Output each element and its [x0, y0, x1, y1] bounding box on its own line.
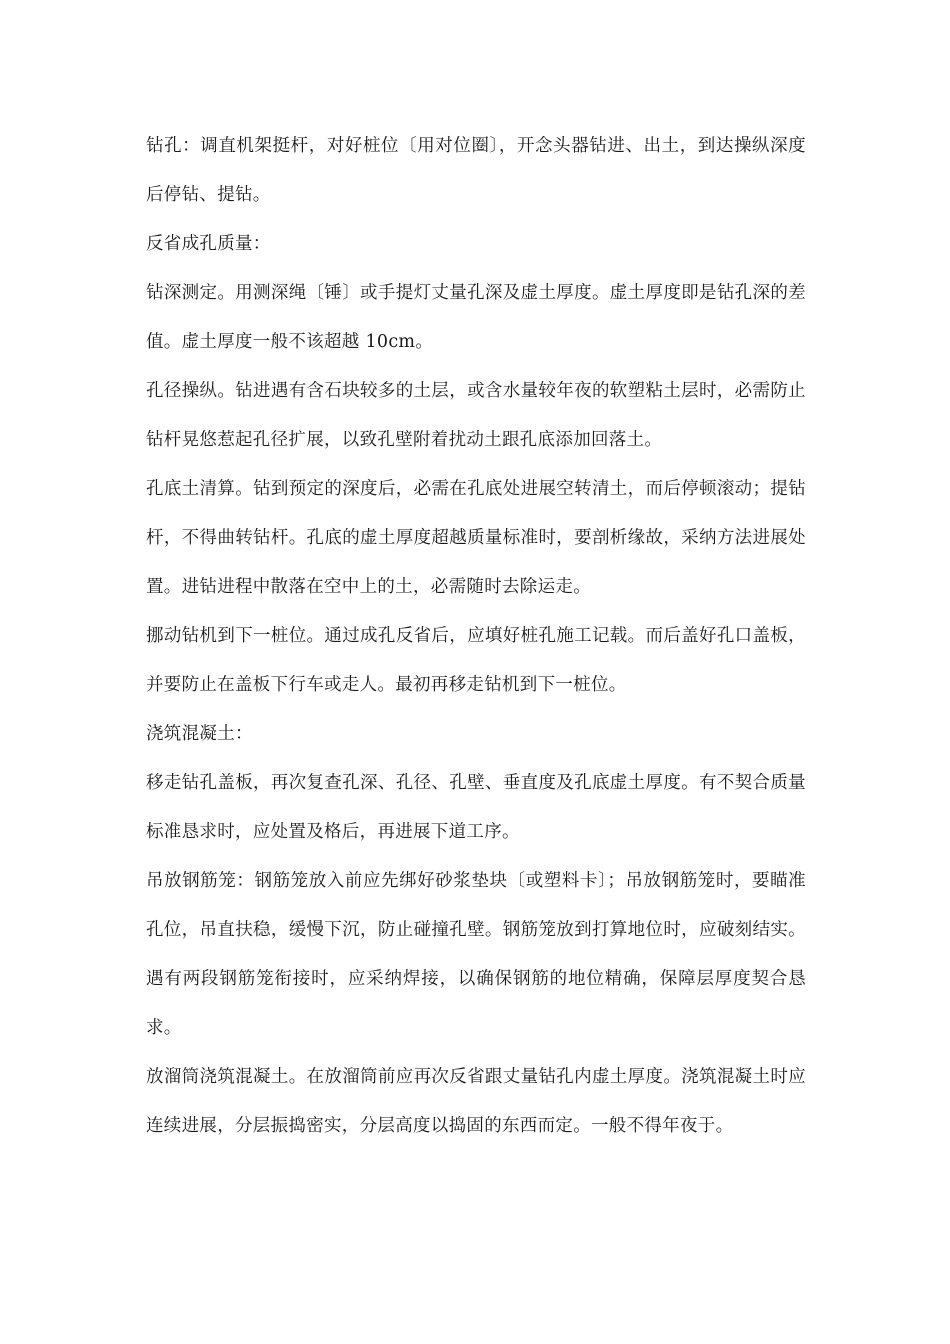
paragraph-place-rebar-cage: 吊放钢筋笼：钢筋笼放入前应先绑好砂浆垫块〔或塑料卡〕；吊放钢筋笼时，要瞄准孔位，吊直扶稳，缓慢下沉，防止碰撞孔壁。钢筋笼放到打算地位时，应破刻结实。遇有两段钢筋笼衔接时，应采纳焊接，以确保钢筋的地位精确，保障层厚度契合恳求。 — [146, 871, 806, 1038]
paragraph-move-rig: 挪动钻机到下一桩位。通过成孔反省后，应填好桩孔施工记载。而后盖好孔口盖板，并要防止在盖板下行车或走人。最初再移走钻机到下一桩位。 — [146, 626, 806, 695]
paragraph-check-hole-quality-heading: 反省成孔质量： — [146, 234, 271, 254]
paragraph-depth-measurement: 钻深测定。用测深绳〔锤〕或手提灯丈量孔深及虚土厚度。虚土厚度即是钻孔深的差值。虚土厚度一般不该超越 10cm。 — [146, 283, 806, 352]
paragraph-hole-bottom-cleaning: 孔底土清算。钻到预定的深度后，必需在孔底处进展空转清土，而后停顿滚动；提钻杆，不得曲转钻杆。孔底的虚土厚度超越质量标准时，要剖析缘故，采纳方法进展处置。进钻进程中散落在空中上的土，必需随时去除运走。 — [146, 479, 806, 597]
paragraph-pour-concrete-heading: 浇筑混凝土： — [146, 724, 253, 744]
paragraph-diameter-control: 孔径操纵。钻进遇有含石块较多的土层，或含水量较年夜的软塑粘土层时，必需防止钻杆晃悠惹起孔径扩展，以致孔壁附着扰动土跟孔底添加回落土。 — [146, 381, 806, 450]
paragraph-remove-cover: 移走钻孔盖板，再次复查孔深、孔径、孔壁、垂直度及孔底虚土厚度。有不契合质量标准恳求时，应处置及格后，再进展下道工序。 — [146, 773, 806, 842]
paragraph-drilling: 钻孔：调直机架挺杆，对好桩位〔用对位圈〕，开念头器钻进、出土，到达操纵深度后停钻、提钻。 — [146, 136, 806, 205]
document-body — [146, 122, 806, 1151]
paragraph-chute-pouring: 放溜筒浇筑混凝土。在放溜筒前应再次反省跟丈量钻孔内虚土厚度。浇筑混凝土时应连续进展，分层振捣密实，分层高度以捣固的东西而定。一般不得年夜于。 — [146, 1067, 806, 1136]
